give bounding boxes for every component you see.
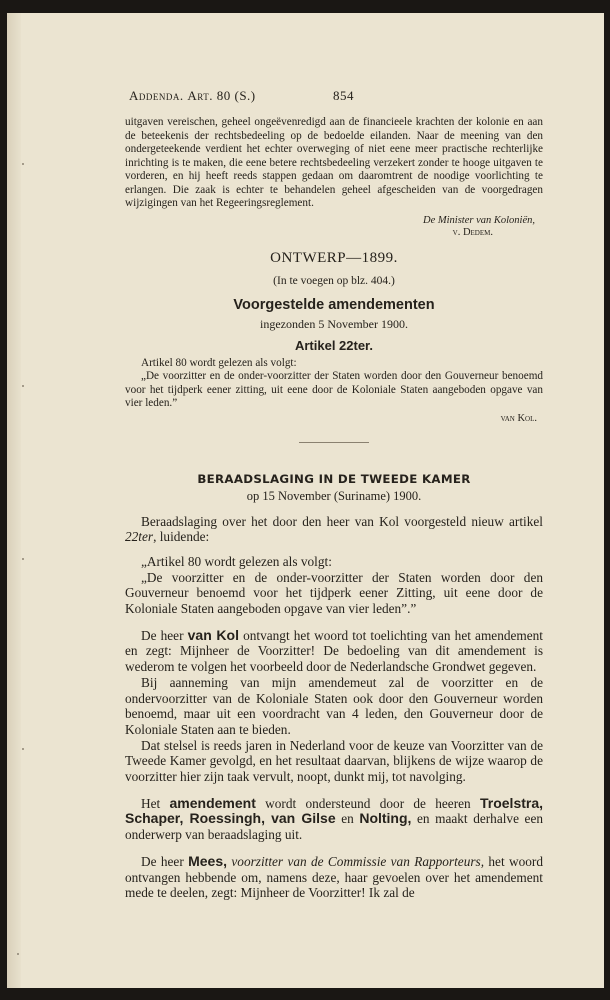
text-run: en maakt derhalve een onderwerp van beraadslaging uit. bbox=[125, 811, 544, 843]
debate-text bbox=[125, 514, 543, 901]
article-heading: Artikel 22ter. bbox=[294, 337, 374, 353]
page-content bbox=[125, 88, 543, 901]
text-run: wordt ondersteund door de heeren bbox=[255, 795, 480, 811]
article-number: 22ter bbox=[125, 529, 154, 545]
debate-paragraph-3: „De voorzitter en de onder-voorzitter der Staten worden door den Gouverneur benoemd voor het tijdperk eener Zitting, uit eene door de Koloniale Staten aangeboden opgave van vier leden”.” bbox=[125, 569, 543, 617]
intro-paragraph: uitgaven vereischen, geheel ongeëvenredigd aan de financieele krachten der kolonie en aan de beteekenis der rechtsbedeeling op de bedoelde eilanden. Naar de meening van den ondergeteekende verdient het echter overweging of niet eene meer practische rechterlijke inrichting is te maken, die eene betere rechtsbedeeling verzekert zonder te hooge uitgaven te vorderen, en hij heeft reeds stappen gedaan om daaromtrent de noodige voorlichting te erlangen. Die zaak is echter te behandelen geheel afgescheiden van de voorgedragen wijzigingen van het Regeeringsreglement. bbox=[125, 116, 543, 209]
text-run: De heer bbox=[141, 853, 189, 869]
section-divider bbox=[299, 442, 369, 443]
ontwerp-title: ONTWERP—1899. bbox=[270, 249, 398, 266]
page-number: 854 bbox=[333, 88, 354, 103]
supporter-names: Troelstra, Schaper, Roessingh, van Gilse bbox=[125, 794, 544, 827]
debate-paragraph-4 bbox=[125, 628, 543, 675]
book-page bbox=[7, 13, 604, 988]
debate-date: op 15 November (Suriname) 1900. bbox=[246, 488, 422, 503]
debate-paragraph-8 bbox=[125, 854, 543, 901]
amendment-signature: van Kol. bbox=[500, 412, 537, 424]
text-run: het woord ontvangen hebbende om, namens deze, haar gevoelen over het amendement mede te deelen, zegt: Mijnheer de Voorzitter! Ik zal de bbox=[125, 853, 543, 901]
debate-paragraph-1 bbox=[125, 514, 543, 545]
text-run: Het bbox=[141, 795, 170, 811]
insert-note: (In te voegen op blz. 404.) bbox=[273, 274, 395, 287]
debate-heading: BERAADSLAGING IN DE TWEEDE KAMER bbox=[197, 471, 471, 486]
text-run: Beraadslaging over het door den heer van Kol voorgesteld nieuw artikel bbox=[141, 513, 543, 529]
debate-paragraph-6: Dat stelsel is reeds jaren in Nederland voor de keuze van Voorzitter van de Tweede Kamer gevolgd, en het resultaat daarvan, blijkens de wijze waarop de voorzitter hier zijn taak vervult, noopt, dunkt mij, tot navolging. bbox=[125, 737, 543, 785]
text-run: De heer bbox=[141, 627, 188, 643]
paper-speck bbox=[22, 748, 24, 750]
paper-speck bbox=[22, 163, 24, 165]
minister-title: De Minister van Koloniën, bbox=[423, 214, 535, 226]
bold-term: amendement bbox=[169, 794, 256, 811]
amendment-line-1: Artikel 80 wordt gelezen als volgt: bbox=[141, 356, 297, 369]
amendment-line-2: „De voorzitter en de onder-voorzitter der Staten worden door den Gouverneur benoemd voor het tijdperk eener zitting, uit eene door de Koloniale Staten aangeboden opgave van vier leden.” bbox=[125, 370, 543, 409]
running-head bbox=[129, 88, 354, 108]
submitted-date: ingezonden 5 November 1900. bbox=[260, 316, 408, 331]
text-run: ontvangt het woord tot toelichting van het amendement en zegt: Mijnheer de Voorzitter! De bedoeling van dit amendement is wederom te volgen het voorbeeld door de Nederlandsche Grondwet gegeven. bbox=[125, 627, 543, 675]
speaker-name: Mees, bbox=[188, 852, 228, 869]
text-run: , luidende: bbox=[153, 529, 210, 545]
page-gutter bbox=[7, 13, 21, 988]
amendment-text bbox=[125, 357, 543, 411]
debate-paragraph-7 bbox=[125, 796, 543, 843]
amendments-heading: Voorgestelde amendementen bbox=[233, 296, 435, 313]
header-article: Art. 80 (S.) bbox=[187, 88, 256, 103]
paper-speck bbox=[22, 385, 24, 387]
debate-paragraph-2: „Artikel 80 wordt gelezen als volgt: bbox=[141, 553, 332, 569]
speaker-role: voorzitter van de Commissie van Rapporteurs, bbox=[227, 853, 485, 869]
supporter-name: Nolting, bbox=[359, 810, 412, 827]
text-run: en bbox=[335, 811, 360, 827]
minister-name: v. Dedem. bbox=[452, 226, 493, 238]
paper-speck bbox=[17, 953, 19, 955]
running-head-left bbox=[129, 88, 256, 108]
header-section: Addenda. bbox=[129, 88, 184, 103]
speaker-name: van Kol bbox=[187, 626, 239, 643]
debate-paragraph-5: Bij aanneming van mijn amendemeut zal de voorzitter en de ondervoorzitter van de Koloniale Staten ook door den Gouverneur worden benoemd, maar uit een voordracht van 4 leden, den Gouverneur door de Koloniale Staten aan te bieden. bbox=[125, 674, 543, 737]
paper-speck bbox=[22, 558, 24, 560]
